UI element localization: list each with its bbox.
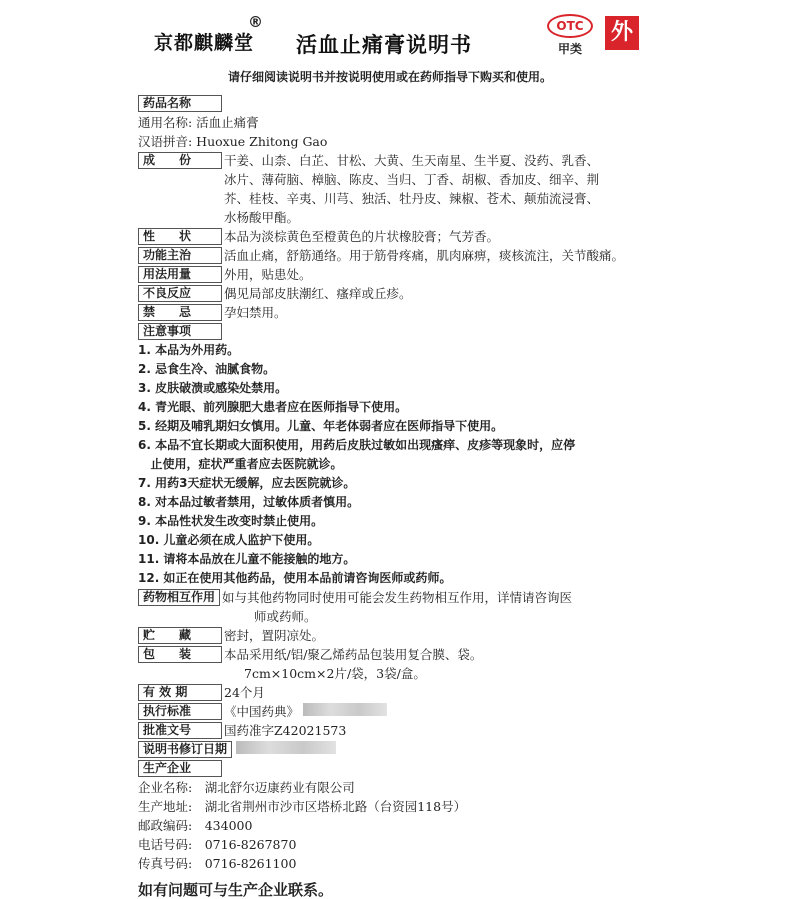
- standard-label: 执行标准: [138, 703, 222, 720]
- standard-value: 《中国药典》: [224, 704, 300, 719]
- content: [138, 95, 658, 899]
- approval-label: 批准文号: [138, 722, 222, 739]
- ingredients-line: 干姜、山柰、白芷、甘松、大黄、生天南星、生半夏、没药、乳香、: [224, 153, 600, 168]
- precaution-item: 止使用，症状严重者应去医院就诊。: [138, 457, 343, 471]
- precaution-item: 6. 本品不宜长期或大面积使用，用药后皮肤过敏如出现瘙痒、皮疹等现象时，应停: [138, 438, 576, 452]
- external-use-mark: 外: [605, 16, 639, 50]
- manufacturer-label: 生产企业: [138, 760, 222, 777]
- contraindications-value: 孕妇禁用。: [224, 305, 287, 320]
- common-name: 通用名称: 活血止痛膏: [138, 115, 259, 130]
- manufacturer-line: 传真号码: 0716-8261100: [138, 856, 297, 871]
- properties-value: 本品为淡棕黄色至橙黄色的片状橡胶膏；气芳香。: [224, 229, 500, 244]
- packaging-line: 本品采用纸/铝/聚乙烯药品包装用复合膜、袋。: [224, 647, 483, 662]
- packaging-line: 7cm×10cm×2片/袋，3袋/盒。: [244, 666, 426, 681]
- adverse-value: 偶见局部皮肤潮红、瘙痒或丘疹。: [224, 286, 412, 301]
- precaution-item: 4. 青光眼、前列腺肥大患者应在医师指导下使用。: [138, 400, 408, 414]
- registered-mark: ®: [248, 13, 263, 31]
- revision-label: 说明书修订日期: [138, 741, 232, 758]
- precaution-item: 8. 对本品过敏者禁用，过敏体质者慎用。: [138, 495, 360, 509]
- validity-label: 有 效 期: [138, 684, 222, 701]
- brand-name: 京都麒麟堂: [154, 32, 255, 54]
- manufacturer-line: 企业名称: 湖北舒尔迈康药业有限公司: [138, 780, 355, 795]
- otc-class: 甲类: [557, 42, 582, 56]
- storage-value: 密封，置阴凉处。: [224, 628, 325, 643]
- pinyin-name: 汉语拼音: Huoxue Zhitong Gao: [138, 134, 328, 149]
- precaution-item: 1. 本品为外用药。: [138, 343, 240, 357]
- precaution-item: 3. 皮肤破溃或感染处禁用。: [138, 381, 288, 395]
- blurred-region: [236, 741, 336, 754]
- precaution-item: 7. 用药3天症状无缓解，应去医院就诊。: [138, 476, 356, 490]
- validity-value: 24个月: [224, 685, 265, 700]
- storage-label: 贮 藏: [138, 627, 222, 644]
- adverse-label: 不良反应: [138, 285, 222, 302]
- leaflet: [118, 0, 658, 899]
- ingredients-line: 冰片、薄荷脑、樟脑、陈皮、当归、丁香、胡椒、香加皮、细辛、荆: [224, 172, 600, 187]
- indications-value: 活血止痛，舒筋通络。用于筋骨疼痛，肌肉麻痹，痰核流注，关节酸痛。: [224, 248, 625, 263]
- usage-value: 外用，贴患处。: [224, 267, 312, 282]
- interactions-line: 师或药师。: [254, 609, 317, 624]
- otc-badge: [546, 14, 594, 57]
- usage-label: 用法用量: [138, 266, 222, 283]
- blurred-region: [303, 703, 387, 716]
- precautions-label: 注意事项: [138, 323, 222, 340]
- otc-label: OTC: [547, 14, 593, 38]
- closing-statement: 如有问题可与生产企业联系。: [138, 881, 334, 899]
- precaution-item: 11. 请将本品放在儿童不能接触的地方。: [138, 552, 356, 566]
- ingredients-line: 水杨酸甲酯。: [224, 210, 300, 225]
- precaution-item: 2. 忌食生冷、油腻食物。: [138, 362, 276, 376]
- manufacturer-line: 邮政编码: 434000: [138, 818, 253, 833]
- header: [118, 0, 658, 64]
- ingredients-line: 芥、桂枝、辛夷、川芎、独活、牡丹皮、辣椒、苍术、颠茄流浸膏、: [224, 191, 600, 206]
- usage-notice: 请仔细阅读说明书并按说明使用或在药师指导下购买和使用。: [228, 70, 553, 84]
- drug-name-label: 药品名称: [138, 95, 222, 112]
- packaging-label: 包 装: [138, 646, 222, 663]
- properties-label: 性 状: [138, 228, 222, 245]
- precaution-item: 12. 如正在使用其他药品，使用本品前请咨询医师或药师。: [138, 571, 452, 585]
- document-title: 活血止痛膏说明书: [296, 33, 472, 57]
- ingredients-label: 成 份: [138, 152, 222, 169]
- precaution-item: 5. 经期及哺乳期妇女慎用。儿童、年老体弱者应在医师指导下使用。: [138, 419, 504, 433]
- indications-label: 功能主治: [138, 247, 222, 264]
- manufacturer-line: 电话号码: 0716-8267870: [138, 837, 297, 852]
- contraindications-label: 禁 忌: [138, 304, 222, 321]
- interactions-line: 如与其他药物同时使用可能会发生药物相互作用，详情请咨询医: [222, 590, 573, 605]
- precaution-item: 10. 儿童必须在成人监护下使用。: [138, 533, 320, 547]
- precaution-item: 9. 本品性状发生改变时禁止使用。: [138, 514, 324, 528]
- approval-value: 国药准字Z42021573: [224, 723, 347, 738]
- interactions-label: 药物相互作用: [138, 589, 220, 606]
- manufacturer-line: 生产地址: 湖北省荆州市沙市区塔桥北路（台资园118号）: [138, 799, 467, 814]
